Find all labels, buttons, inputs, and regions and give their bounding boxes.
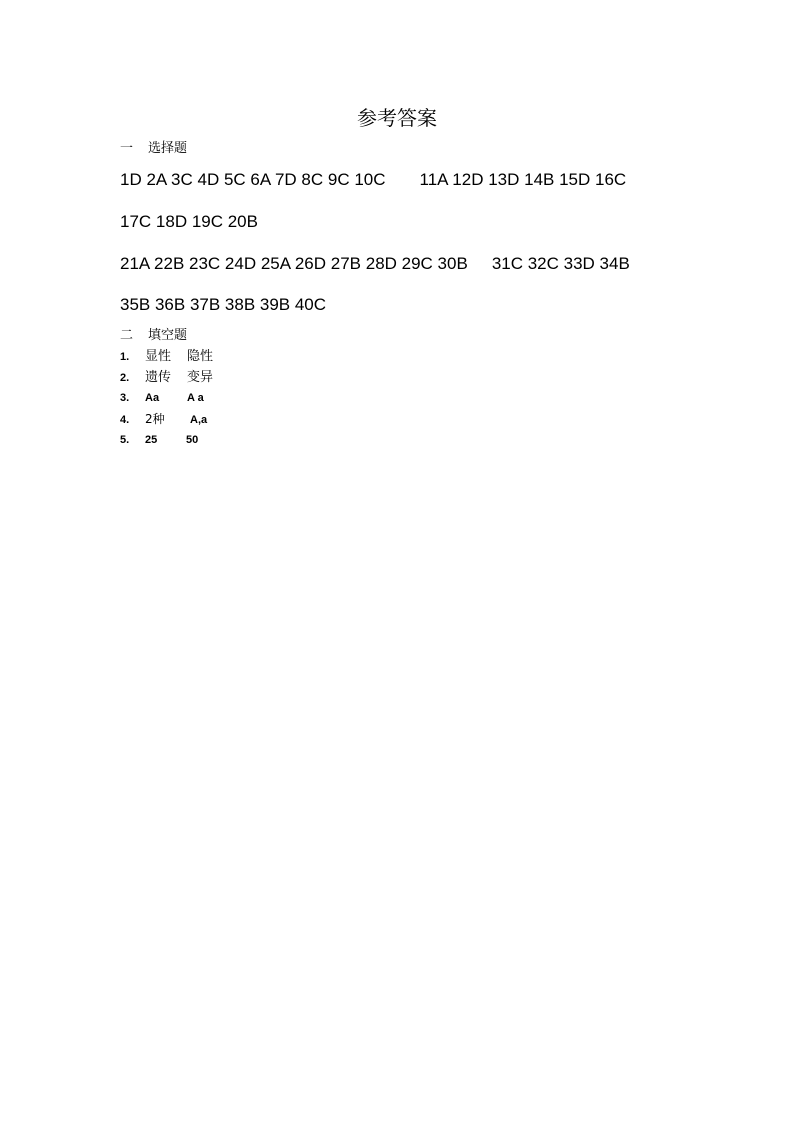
item-answer-second: 变异 xyxy=(187,370,214,385)
fill-item-5 xyxy=(120,431,198,449)
section-fill-blank-heading xyxy=(120,327,187,345)
item-index: 3. xyxy=(120,392,130,404)
answer-group: 31C 32C 33D 34B xyxy=(491,254,630,273)
page-title: 参考答案 xyxy=(357,106,437,130)
item-answer-first: Aa xyxy=(145,392,160,404)
section-multiple-choice-heading xyxy=(120,140,187,158)
item-answer-second: A,a xyxy=(190,414,208,426)
fill-item-2 xyxy=(120,369,213,387)
answer-group: 11A 12D 13D 14B 15D 16C xyxy=(419,170,627,189)
item-answer-second: 隐性 xyxy=(187,349,214,364)
answer-group: 1D 2A 3C 4D 5C 6A 7D 8C 9C 10C xyxy=(120,170,386,189)
item-answer-second: A a xyxy=(187,392,204,404)
answer-line-1 xyxy=(120,168,626,192)
item-answer-first: 2种 xyxy=(145,412,165,426)
answer-line-3 xyxy=(120,252,630,276)
item-answer-first: 25 xyxy=(145,434,158,446)
item-answer-first: 遗传 xyxy=(145,370,172,385)
answer-line-2 xyxy=(120,210,258,234)
fill-item-1 xyxy=(120,348,213,366)
item-index: 2. xyxy=(120,372,130,384)
item-answer-first: 显性 xyxy=(145,349,172,364)
section-number: 一 xyxy=(120,141,134,156)
section-title: 填空题 xyxy=(148,328,188,343)
item-answer-second: 50 xyxy=(186,434,199,446)
section-number: 二 xyxy=(120,328,134,343)
item-index: 1. xyxy=(120,351,130,363)
fill-item-4 xyxy=(120,410,207,429)
item-index: 5. xyxy=(120,434,130,446)
item-index: 4. xyxy=(120,414,130,426)
answer-group: 21A 22B 23C 24D 25A 26D 27B 28D 29C 30B xyxy=(120,254,468,273)
fill-item-3 xyxy=(120,389,204,407)
section-title: 选择题 xyxy=(148,141,188,156)
answer-line-4 xyxy=(120,293,326,317)
answer-group: 35B 36B 37B 38B 39B 40C xyxy=(120,295,327,314)
answer-group: 17C 18D 19C 20B xyxy=(120,212,258,231)
